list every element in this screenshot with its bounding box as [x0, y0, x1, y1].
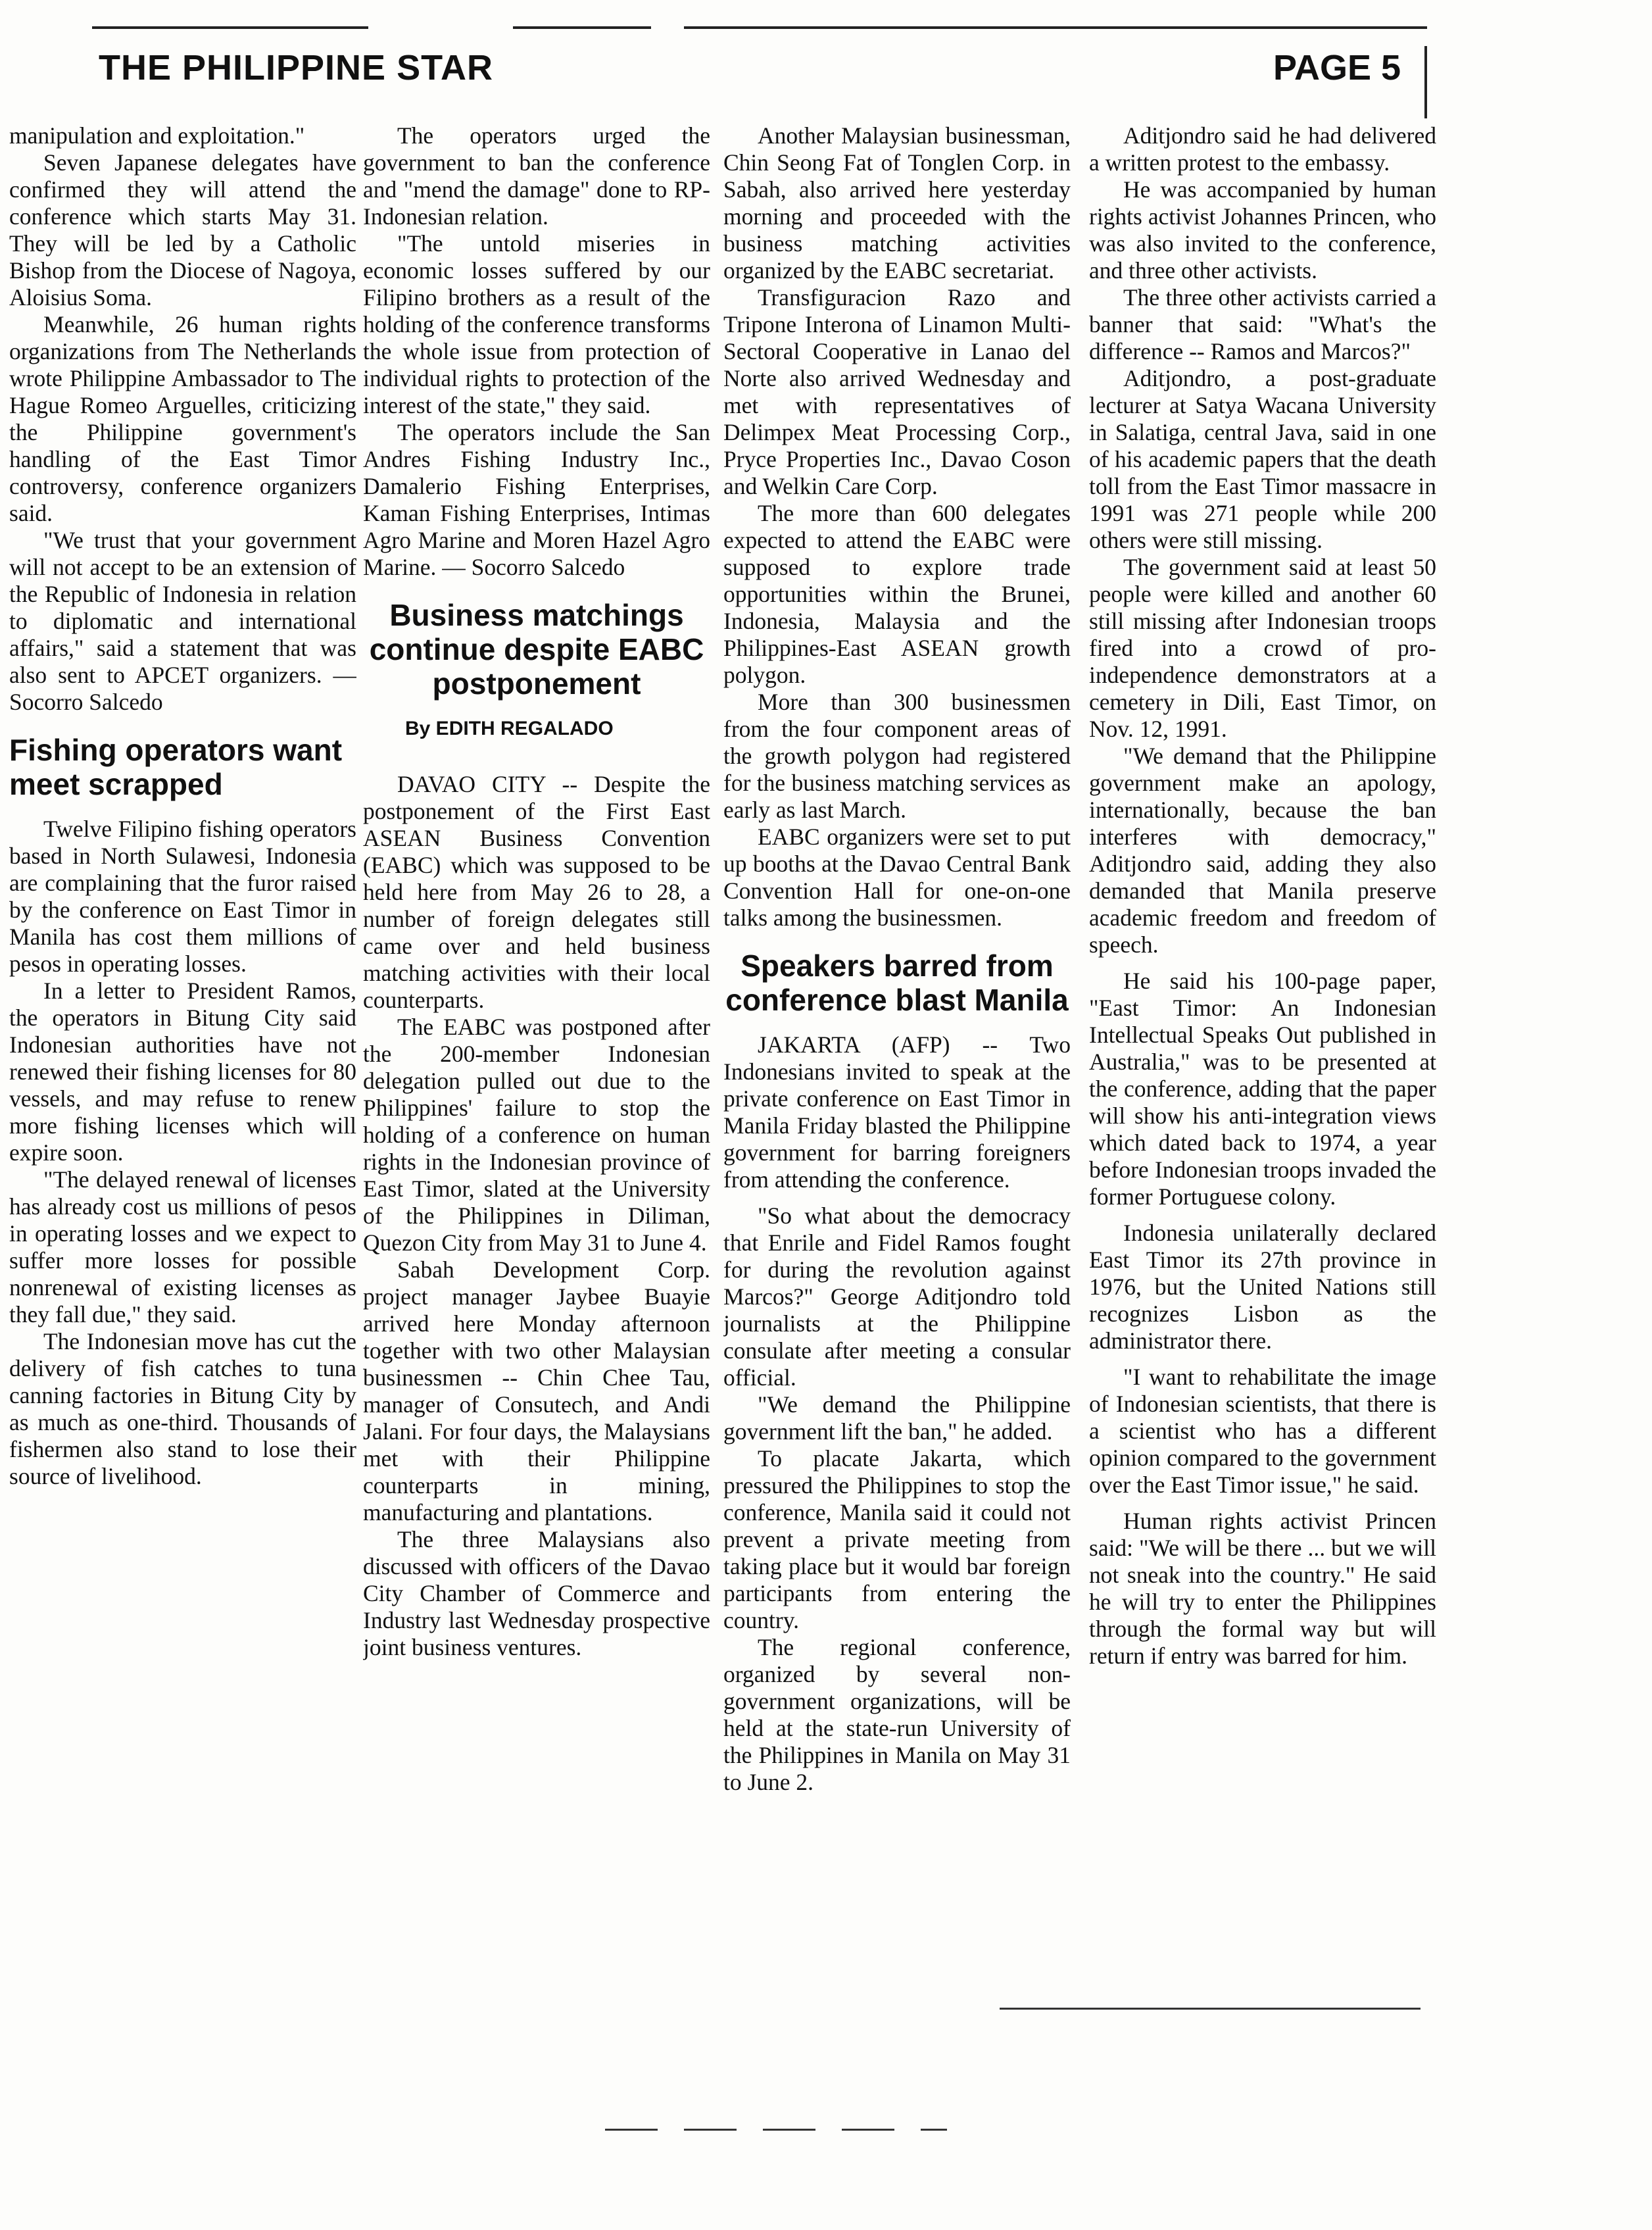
article-paragraph: Transfiguracion Razo and Tripone Interona of Linamon Multi- Sectoral Cooperative in Lanao del Norte also arrived Wednesday and met with representatives of Delimpex Meat Processing Corp., Pryce Properties Inc., Davao Coson and Welkin Care Corp.	[723, 284, 1071, 499]
article-paragraph: To placate Jakarta, which pressured the Philippines to stop the conference, Manila said it could not prevent a private meeting from taking place but it would bar foreign participants from entering the country.	[723, 1445, 1071, 1633]
article-paragraph: The government said at least 50 people were killed and another 60 still missing after Indonesian troops fired into a crowd of pro- independence demonstrators at a cemetery in Dili, East Timor, on Nov. 12, 1991.	[1089, 554, 1436, 742]
column-4	[1089, 122, 1436, 2004]
article-paragraph: "I want to rehabilitate the image of Indonesian scientists, that there is a scientist who has a different opinion compared to the government over the East Timor issue," he said.	[1089, 1364, 1436, 1498]
article-paragraph: The operators urged the government to ban the conference and "mend the damage" done to RP-Indonesian relation.	[363, 122, 710, 230]
article-paragraph: He was accompanied by human rights activist Johannes Princen, who was also invited to the conference, and three other activists.	[1089, 176, 1436, 284]
headline-business: Business matchings continue despite EABC postponement	[369, 598, 704, 701]
article-paragraph: The more than 600 delegates expected to attend the EABC were supposed to explore trade opportunities within the Brunei, Indonesia, Malaysia and the Philippines-East ASEAN growth polygon.	[723, 500, 1071, 688]
footer-dash	[921, 2129, 947, 2131]
article-paragraph: In a letter to President Ramos, the operators in Bitung City said Indonesian authorities have not renewed their fishing licenses for 80 vessels, and may refuse to renew more fishing licenses which will expire soon.	[9, 978, 356, 1166]
article-paragraph: DAVAO CITY -- Despite the postponement of the First East ASEAN Business Convention (EABC) which was supposed to be held here from May 26 to 28, a number of foreign delegates still came over and held business matching activities with their local counterparts.	[363, 771, 710, 1013]
column-3	[723, 122, 1071, 2004]
column-end-rule	[1000, 2008, 1421, 2010]
article-paragraph: He said his 100-page paper, "East Timor: An Indonesian Intellectual Speaks Out published in Australia," was to be presented at the conference, adding that the paper will show his anti-integration views which dated back to 1974, a year before Indonesian troops invaded the former Portuguese colony.	[1089, 968, 1436, 1210]
article-paragraph: "We trust that your government will not accept to be an extension of the Republic of Indonesia in relation to diplomatic and international affairs," said a statement that was also sent to APCET organizers. — Socorro Salcedo	[9, 527, 356, 715]
article-paragraph: More than 300 businessmen from the four component areas of the growth polygon had registered for the business matching services as early as last March.	[723, 689, 1071, 823]
footer-dash	[684, 2129, 737, 2131]
article-paragraph: Another Malaysian businessman, Chin Seong Fat of Tonglen Corp. in Sabah, also arrived here yesterday morning and proceeded with the business matching activities organized by the EABC secretariat.	[723, 122, 1071, 284]
article-paragraph: "So what about the democracy that Enrile and Fidel Ramos fought for during the revolution against Marcos?" George Aditjondro told journalists at the Philippine consulate after meeting a consular official.	[723, 1202, 1071, 1391]
article-paragraph: The three other activists carried a banner that said: "What's the difference -- Ramos and Marcos?"	[1089, 284, 1436, 364]
article-paragraph: The three Malaysians also discussed with officers of the Davao City Chamber of Commerce and Industry last Wednesday prospective joint business ventures.	[363, 1526, 710, 1660]
headline-fishing: Fishing operators want meet scrapped	[9, 733, 343, 801]
article-paragraph: Twelve Filipino fishing operators based in North Sulawesi, Indonesia are complaining that the furor raised by the conference on East Timor in Manila has cost them millions of pesos in operating losses.	[9, 816, 356, 977]
article-paragraph: The Indonesian move has cut the delivery of fish catches to tuna canning factories in Bitung City by as much as one-third. Thousands of fishermen also stand to lose their source of livelihood.	[9, 1328, 356, 1489]
article-paragraph: The regional conference, organized by several non-government organizations, will be held at the state-run University of the Philippines in Manila on May 31 to June 2.	[723, 1634, 1071, 1795]
header-corner-rule	[1424, 46, 1427, 118]
article-paragraph: Aditjondro said he had delivered a written protest to the embassy.	[1089, 122, 1436, 176]
article-paragraph: EABC organizers were set to put up booths at the Davao Central Bank Convention Hall for one-on-one talks among the businessmen.	[723, 824, 1071, 931]
footer-dash	[605, 2129, 658, 2131]
article-paragraph: The EABC was postponed after the 200-member Indonesian delegation pulled out due to the Philippines' failure to stop the holding of a conference on human rights in the Indonesian province of East Timor, slated at the University of the Philippines in Diliman, Quezon City from May 31 to June 4.	[363, 1014, 710, 1256]
article-paragraph: "We demand that the Philippine government make an apology, internationally, because the ban interferes with democracy," Aditjondro said, adding they also demanded that Manila preserve academic freedom and freedom of speech.	[1089, 743, 1436, 958]
article-paragraph: Sabah Development Corp. project manager Jaybee Buayie arrived here Monday afternoon together with two other Malaysian businessmen -- Chin Chee Tau, manager of Consutech, and Andi Jalani. For four days, the Malaysians met with their Philippine counterparts in mining, manufacturing and plantations.	[363, 1256, 710, 1525]
article-paragraph: Human rights activist Princen said: "We will be there ... but we will not sneak into the country." He said he will try to enter the Philippines through the formal way but will return if entry was barred for him.	[1089, 1508, 1436, 1669]
article-paragraph: "The untold miseries in economic losses suffered by our Filipino brothers as a result of the holding of the conference transforms the whole issue from protection of individual rights to protection of the interest of the state," they said.	[363, 230, 710, 418]
page-number: PAGE 5	[1273, 48, 1401, 87]
header-rule-mid	[513, 26, 651, 29]
footer-dash	[763, 2129, 815, 2131]
article-paragraph: Aditjondro, a post-graduate lecturer at Satya Wacana University in Salatiga, central Java, said in one of his academic papers that the death toll from the East Timor massacre in 1991 was 271 people while 200 others were still missing.	[1089, 365, 1436, 553]
publication-name: THE PHILIPPINE STAR	[99, 48, 494, 87]
headline-speakers: Speakers barred from conference blast Manila	[725, 949, 1069, 1017]
byline-business: By EDITH REGALADO	[405, 718, 614, 739]
header-rule-left	[92, 26, 368, 29]
footer-dash	[842, 2129, 894, 2131]
article-fishing-body	[9, 816, 356, 1490]
article-paragraph: The operators include the San Andres Fishing Industry Inc., Damalerio Fishing Enterprises, Kaman Fishing Enterprises, Intimas Agro Marine and Moren Hazel Agro Marine. — Socorro Salcedo	[363, 419, 710, 580]
article-paragraph: "We demand the Philippine government lift the ban," he added.	[723, 1391, 1071, 1445]
article-paragraph: manipulation and exploitation."	[9, 122, 305, 149]
article-paragraph: JAKARTA (AFP) -- Two Indonesians invited to speak at the private conference on East Timor in Manila Friday blasted the Philippine government for barring foreigners from attending the conference.	[723, 1031, 1071, 1193]
article-paragraph: "The delayed renewal of licenses has already cost us millions of pesos in operating losses and we expect to suffer more losses for possible nonrenewal of existing licenses as they fall due," they said.	[9, 1166, 356, 1327]
article-paragraph: Seven Japanese delegates have confirmed they will attend the conference which starts May 31. They will be led by a Catholic Bishop from the Diocese of Nagoya, Aloisius Soma.	[9, 149, 356, 310]
article-paragraph: Meanwhile, 26 human rights organizations from The Netherlands wrote Philippine Ambassador to The Hague Romeo Arguelles, criticizing the Philippine government's handling of the East Timor controversy, conference organizers said.	[9, 311, 356, 526]
column-2	[363, 122, 710, 2004]
article-paragraph: Indonesia unilaterally declared East Timor its 27th province in 1976, but the United Nations still recognizes Lisbon as the administrator there.	[1089, 1220, 1436, 1354]
article-top-left	[9, 122, 356, 716]
header-rule-right	[684, 26, 1427, 29]
column-1	[9, 122, 356, 2004]
page-header	[72, 26, 1427, 99]
